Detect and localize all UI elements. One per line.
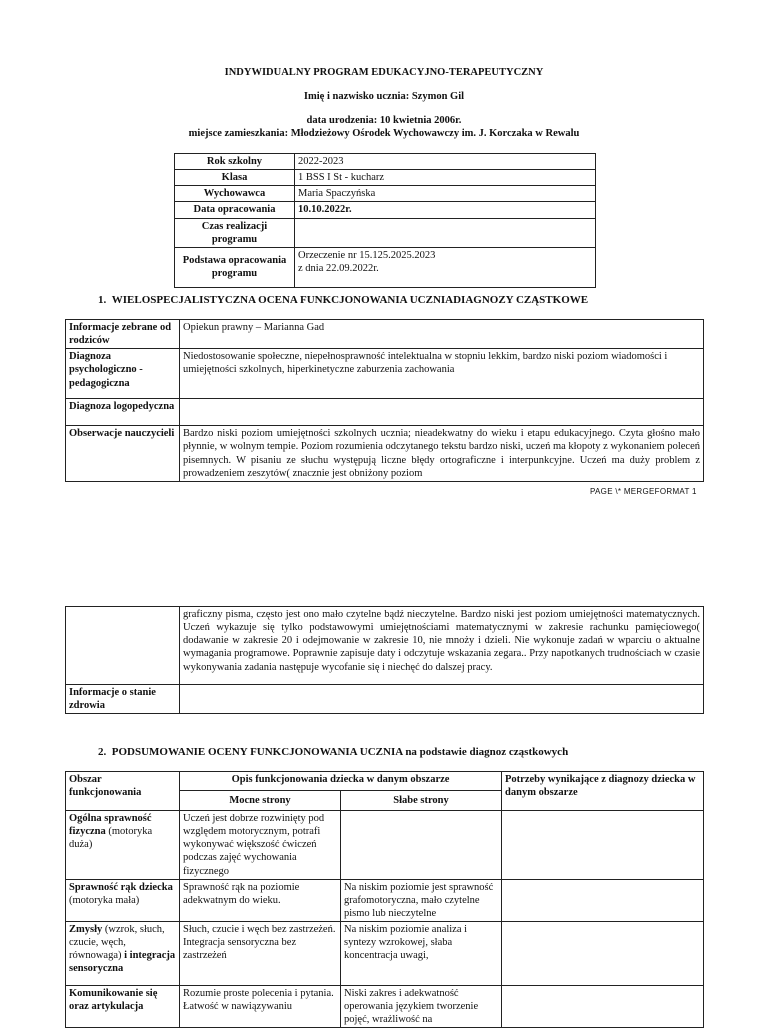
section2-heading <box>98 746 568 760</box>
col-header-strong: Mocne strony <box>180 791 341 811</box>
info-value: Orzeczenie nr 15.125.2025.2023 z dnia 22.09.2022r. <box>295 247 596 287</box>
info-value: Maria Spaczyńska <box>295 186 596 202</box>
info-value: 1 BSS I St - kucharz <box>295 170 596 186</box>
info-label: Data opracowania <box>175 202 295 218</box>
row-value: graficzny pisma, często jest ono mało czytelne bądź nieczytelne. Bardzo niski jest poziom umiejętności matematycznych. Uczeń wykazuje się tylko podstawowymi umiejętnościami matematycznymi w zakresie rachunku pamięciowego( dodawanie w zakresie 20 i odejmowanie w zakresie 10, nie mnoży i dzieli. Nie wykonuje zadań w wparciu o aktualne wymagania programowe. Poprawnie zapisuje daty i odczytuje wskazania zegara.. Przy napotkanych trudnościach w czasie wykonywania zadania następuje wycofanie się i niechęć do dalszej pracy. <box>180 607 704 685</box>
weak-cell <box>341 811 502 880</box>
info-row <box>175 154 596 170</box>
row-label: Diagnoza psychologiczno - pedagogiczna <box>66 349 180 399</box>
student-name: Imię i nazwisko ucznia: Szymon Gil <box>303 91 465 102</box>
info-row <box>175 202 596 218</box>
section2-heading-rest: na podstawie diagnoz cząstkowych <box>402 746 569 758</box>
table-row <box>66 426 704 482</box>
area-name: Sprawność rąk dziecka <box>69 881 173 893</box>
area-cell <box>66 811 180 880</box>
needs-cell <box>502 879 704 921</box>
section1-heading: 1. WIELOSPECJALISTYCZNA OCENA FUNKCJONOWANIA UCZNIADIAGNOZY CZĄSTKOWE <box>98 294 589 306</box>
info-value: 2022-2023 <box>295 154 596 170</box>
table-row <box>66 811 704 880</box>
row-value: Opiekun prawny – Marianna Gad <box>180 320 704 349</box>
row-label: Diagnoza logopedyczna <box>66 399 180 426</box>
table-row <box>66 986 704 1028</box>
area-cell <box>66 922 180 986</box>
weak-cell: Niski zakres i adekwatność operowania językiem tworzenie pojęć, wrażliwość na <box>341 986 502 1028</box>
area-cell <box>66 986 180 1028</box>
residence: miejsce zamieszkania: Młodzieżowy Ośrodek Wychowawczy im. J. Korczaka w Rewalu <box>188 128 580 139</box>
weak-cell: Na niskim poziomie jest sprawność grafomotoryczna, mało czytelne pismo lub nieczytelne <box>341 879 502 921</box>
document-title: INDYWIDUALNY PROGRAM EDUKACYJNO-TERAPEUTYCZNY <box>224 67 544 78</box>
row-label <box>66 607 180 685</box>
row-value <box>180 399 704 426</box>
row-value <box>180 685 704 714</box>
header-row <box>66 772 704 791</box>
info-label: Wychowawca <box>175 186 295 202</box>
info-row <box>175 170 596 186</box>
strong-cell: Rozumie proste polecenia i pytania. Łatwość w nawiązywaniu <box>180 986 341 1028</box>
section2-heading-bold: 2. PODSUMOWANIE OCENY FUNKCJONOWANIA UCZNIA <box>98 746 403 758</box>
info-label: Czas realizacji programu <box>175 218 295 247</box>
col-header-area: Obszar funkcjonowania <box>66 772 180 811</box>
strong-cell: Uczeń jest dobrze rozwinięty pod względem motorycznym, potrafi wykonywać większość ćwiczeń podczas zajęć wychowania fizycznego <box>180 811 341 880</box>
area-detail: (motoryka duża) <box>69 826 153 851</box>
info-row <box>175 186 596 202</box>
assessment-table <box>65 319 704 482</box>
col-header-description: Opis funkcjonowania dziecka w danym obszarze <box>180 772 502 791</box>
table-row <box>66 685 704 714</box>
area-detail: (wzrok, słuch, czucie, węch, równowaga) <box>69 924 165 962</box>
table-row <box>66 349 704 399</box>
strong-cell: Sprawność rąk na poziomie adekwatnym do wieku. <box>180 879 341 921</box>
area-name-extra: i integracja sensoryczna <box>69 950 176 975</box>
area-cell <box>66 879 180 921</box>
info-label: Klasa <box>175 170 295 186</box>
page-footer: PAGE \* MERGEFORMAT 1 <box>590 487 697 496</box>
area-name: Zmysły <box>69 924 103 935</box>
col-header-needs: Potrzeby wynikające z diagnozy dziecka w danym obszarze <box>502 772 704 811</box>
row-label: Informacje o stanie zdrowia <box>66 685 180 714</box>
row-value: Bardzo niski poziom umiejętności szkolnych ucznia; nieadekwatny do wieku i etapu edukacyjnego. Czyta głośno mało płynnie, w wolnym tempie. Poziom rozumienia odczytanego tekstu bardzo niski, uczeń ma kłopoty z wykonaniem poleceń pisemnych. W pisaniu ze słuchu występują liczne błędy ortograficzne i interpunkcyjne. Uczeń ma duży problem z prowadzeniem zeszytów( znacznie jest obniżony poziom <box>180 426 704 482</box>
row-value: Niedostosowanie społeczne, niepełnosprawność intelektualna w stopniu lekkim, bardzo niski poziom wiadomości i umiejętności szkolnych, hiperkinetyczne zaburzenia zachowania <box>180 349 704 399</box>
birth-date: data urodzenia: 10 kwietnia 2006r. <box>306 115 462 126</box>
info-label: Rok szkolny <box>175 154 295 170</box>
info-table <box>174 153 596 288</box>
weak-cell: Na niskim poziomie analiza i syntezy wzrokowej, słaba koncentracja uwagi, <box>341 922 502 986</box>
info-label: Podstawa opracowania programu <box>175 247 295 287</box>
area-detail: (motoryka mała) <box>69 894 140 906</box>
table-row <box>66 320 704 349</box>
info-value: 10.10.2022r. <box>295 202 596 218</box>
needs-cell <box>502 922 704 986</box>
table-row <box>66 922 704 986</box>
area-name: Ogólna sprawność fizyczna <box>69 813 152 838</box>
table-row <box>66 607 704 685</box>
table-row <box>66 399 704 426</box>
info-value <box>295 218 596 247</box>
functioning-summary-table <box>65 771 704 1028</box>
col-header-weak: Słabe strony <box>341 791 502 811</box>
area-name: Komunikowanie się oraz artykulacja <box>69 988 158 1013</box>
row-label: Informacje zebrane od rodziców <box>66 320 180 349</box>
info-row <box>175 218 596 247</box>
needs-cell <box>502 811 704 880</box>
table-row <box>66 879 704 921</box>
strong-cell: Słuch, czucie i węch bez zastrzeżeń. Integracja sensoryczna bez zastrzeżeń <box>180 922 341 986</box>
assessment-table-continued <box>65 606 704 714</box>
needs-cell <box>502 986 704 1028</box>
info-row <box>175 247 596 287</box>
row-label: Obserwacje nauczycieli <box>66 426 180 482</box>
